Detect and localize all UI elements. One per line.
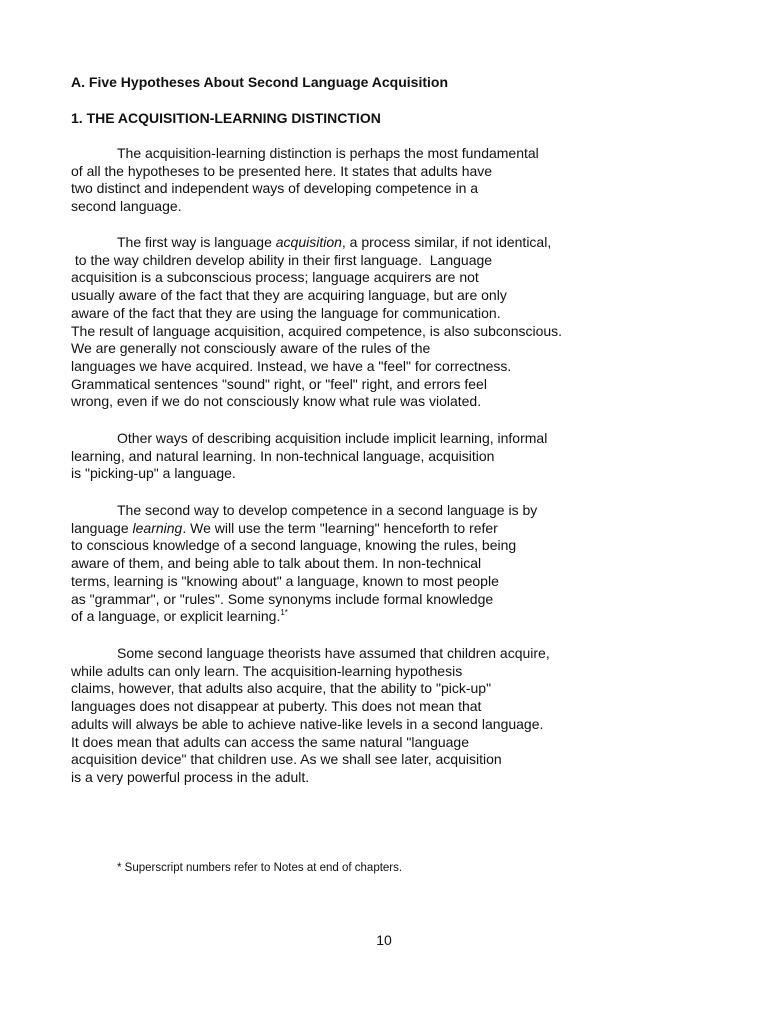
- paragraph-line: adults will always be able to achieve native-like levels in a second language.: [71, 715, 544, 732]
- paragraph-line: [71, 234, 562, 252]
- paragraph-line: acquisition device" that children use. As we shall see later, acquisition: [71, 751, 502, 768]
- line-text: language: [71, 519, 133, 536]
- line-text: . We will use the term "learning" henceforth to refer: [182, 519, 498, 536]
- paragraph-line: usually aware of the fact that they are acquiring language, but are only: [71, 287, 507, 304]
- paragraph-line: claims, however, that adults also acquire, that the ability to "pick-up": [71, 680, 492, 697]
- paragraph-line: The result of language acquisition, acquired competence, is also subconscious.: [71, 322, 563, 339]
- paragraph-2: [71, 234, 562, 411]
- paragraph-line: terms, learning is "knowing about" a language, known to most people: [71, 572, 499, 589]
- paragraph-line: acquisition is a subconscious process; language acquirers are not: [71, 269, 479, 286]
- paragraph-line: languages does not disappear at puberty. This does not mean that: [71, 698, 482, 715]
- paragraph-line: Some second language theorists have assumed that children acquire,: [117, 645, 550, 661]
- emphasis-acquisition: acquisition: [275, 234, 342, 250]
- paragraph-line: [71, 520, 537, 538]
- paragraph-line: Grammatical sentences "sound" right, or "feel" right, and errors feel: [71, 375, 487, 392]
- section-title: 1. THE ACQUISITION-LEARNING DISTINCTION: [71, 110, 381, 126]
- paragraph-3: [71, 430, 547, 483]
- page-number: 10: [376, 932, 392, 948]
- paragraph-line: is "picking-up" a language.: [71, 465, 236, 482]
- paragraph-1: [71, 145, 539, 216]
- line-text: , a process similar, if not identical,: [341, 234, 552, 250]
- paragraph-line: wrong, even if we do not consciously know what rule was violated.: [71, 393, 482, 410]
- line-text: of a language, or explicit learning.: [71, 608, 281, 625]
- paragraph-line: to the way children develop ability in their first language. Language: [71, 251, 493, 268]
- paragraph-4: [71, 502, 537, 626]
- line-text: The first way is language: [117, 234, 276, 250]
- paragraph-line: while adults can only learn. The acquisition-learning hypothesis: [71, 662, 463, 679]
- paragraph-line: as "grammar", or "rules". Some synonyms include formal knowledge: [71, 590, 494, 607]
- chapter-heading: A. Five Hypotheses About Second Language Acquisition: [71, 74, 449, 90]
- paragraph-line: The second way to develop competence in a second language is by: [117, 502, 538, 518]
- note-marker: 1*: [280, 608, 288, 618]
- emphasis-learning: learning: [132, 519, 183, 536]
- paragraph-line: two distinct and independent ways of developing competence in a: [71, 180, 479, 197]
- paragraph-line: of all the hypotheses to be presented here. It states that adults have: [71, 162, 493, 179]
- paragraph-line: It does mean that adults can access the same natural "language: [71, 733, 469, 750]
- paragraph-line: aware of the fact that they are using the language for communication.: [71, 304, 501, 321]
- paragraph-line: is a very powerful process in the adult.: [71, 768, 310, 785]
- paragraph-line: second language.: [71, 198, 182, 215]
- paragraph-line: aware of them, and being able to talk about them. In non-technical: [71, 555, 482, 572]
- paragraph-line: [71, 608, 537, 626]
- paragraph-5: [71, 645, 550, 787]
- paragraph-line: The acquisition-learning distinction is perhaps the most fundamental: [117, 145, 539, 161]
- paragraph-line: We are generally not consciously aware of the rules of the: [71, 340, 431, 357]
- paragraph-line: learning, and natural learning. In non-technical language, acquisition: [71, 447, 495, 464]
- paragraph-line: to conscious knowledge of a second language, knowing the rules, being: [71, 537, 517, 554]
- paragraph-line: languages we have acquired. Instead, we have a "feel" for correctness.: [71, 357, 512, 374]
- footnote: * Superscript numbers refer to Notes at end of chapters.: [117, 862, 403, 874]
- paragraph-line: Other ways of describing acquisition include implicit learning, informal: [117, 430, 548, 446]
